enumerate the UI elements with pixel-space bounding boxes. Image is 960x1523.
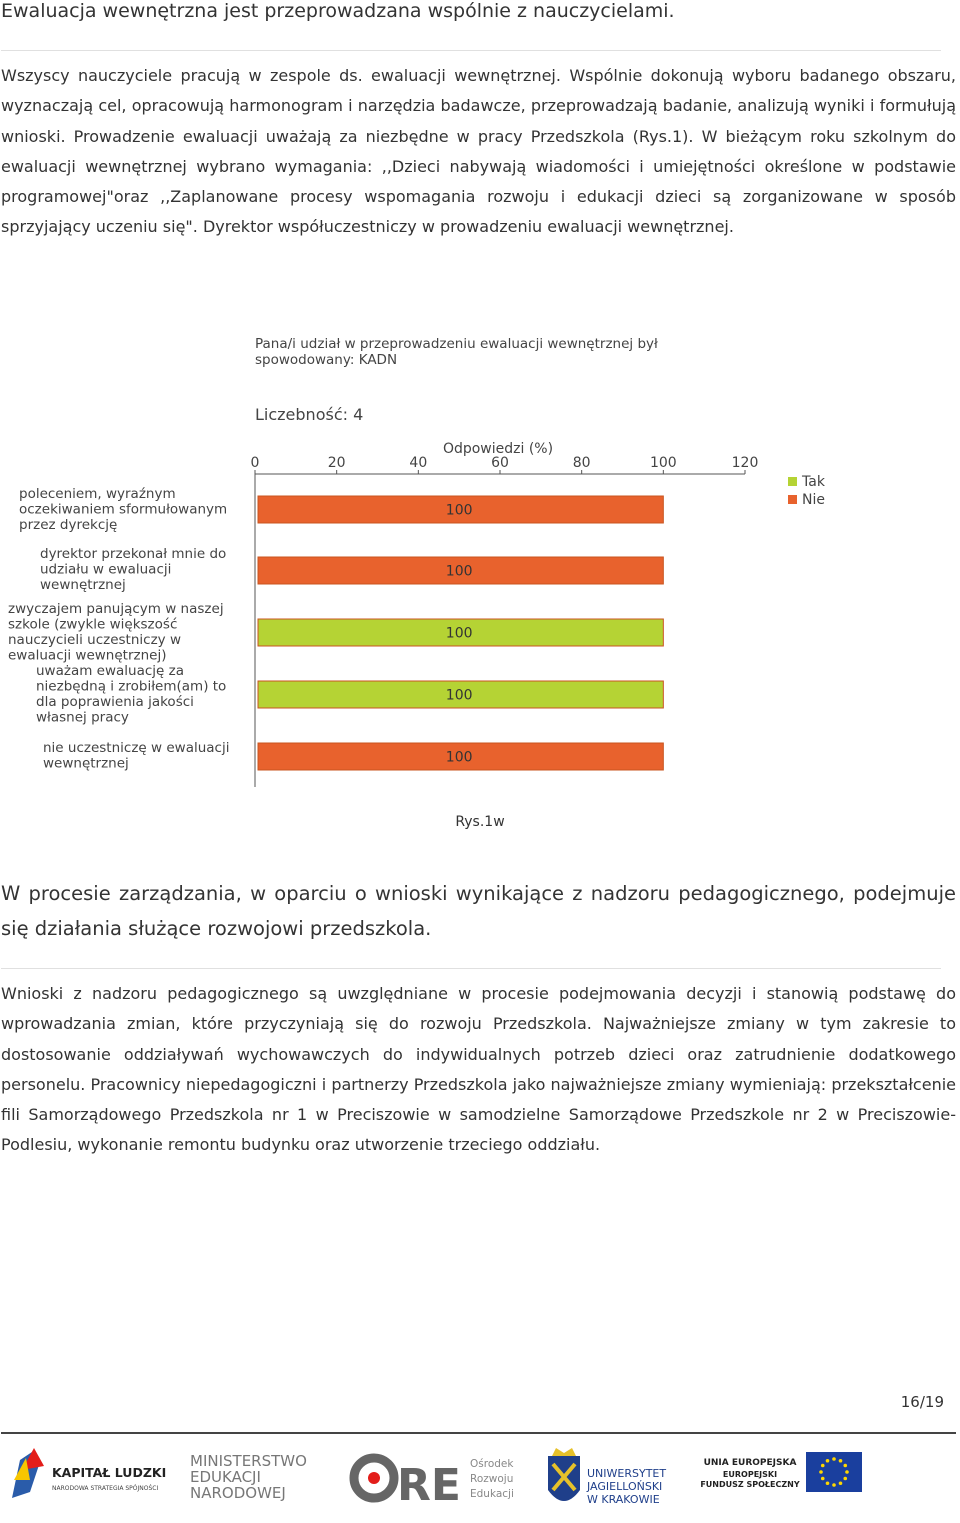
bar-value-label: 100 bbox=[445, 625, 473, 642]
x-tick-label: 40 bbox=[409, 455, 428, 471]
divider bbox=[1, 50, 941, 51]
x-tick-label: 80 bbox=[572, 455, 591, 471]
category-label: nie uczestniczę w ewaluacji wewnętrznej bbox=[43, 740, 230, 772]
page-number: 16/19 bbox=[900, 1393, 944, 1411]
men-logo bbox=[190, 1452, 307, 1502]
eu-star bbox=[826, 1459, 830, 1463]
eu-star bbox=[832, 1483, 836, 1487]
chart-category-labels bbox=[8, 486, 229, 772]
bar-value-label: 100 bbox=[445, 563, 473, 580]
chart-x-axis-label: Odpowiedzi (%) bbox=[442, 441, 554, 457]
category-label: poleceniem, wyraźnym oczekiwaniem sformułowanym przez dyrekcję bbox=[19, 486, 228, 533]
eu-star bbox=[832, 1457, 836, 1461]
footer-divider bbox=[1, 1432, 956, 1434]
chart-bars bbox=[258, 496, 663, 770]
x-tick-label: 120 bbox=[731, 455, 759, 471]
section-heading-management: W procesie zarządzania, w oparciu o wnioski wynikające z nadzoru pedagogicznego, podejmuje się działania służące rozwojowi przedszkola. bbox=[1, 882, 956, 940]
category-label: zwyczajem panującym w naszej szkole (zwykle większość nauczycieli uczestniczy w ewaluacji wewnętrznej) bbox=[8, 601, 224, 664]
figure-caption: Rys.1w bbox=[455, 814, 505, 830]
chart-title-line-1: Pana/i udział w przeprowadzeniu ewaluacji wewnętrznej był bbox=[255, 336, 658, 352]
bar-value-label: 100 bbox=[445, 687, 473, 704]
paragraph-management: Wnioski z nadzoru pedagogicznego są uwzględniane w procesie podejmowania decyzji i stanowią podstawę do wprowadzania zmian, które przyczyniają się do rozwoju Przedszkola. Najważniejsze zmiany w tym zakresie to dostosowanie oddziaływań wychowawczych do indywidualnych potrzeb dzieci oraz zatrudnienie dodatkowego personelu. Pracownicy niepedagogiczni i partnerzy Przedszkola jako najważniejsze zmiany wymieniają: przekształcenie fili Samorządowego Przedszkola nr 1 w Preciszowie w samodzielne Samorządowe Przedszkole nr 2 w Preciszowie-Podlesiu, wykonanie remontu budynku oraz utworzenie trzeciego oddziału. bbox=[1, 984, 956, 1155]
eu-star bbox=[821, 1464, 825, 1468]
eu-line-1: UNIA EUROPEJSKA bbox=[703, 1458, 797, 1468]
ore-line-3: Edukacji bbox=[470, 1488, 514, 1500]
legend-swatch bbox=[788, 477, 797, 486]
eu-star bbox=[826, 1481, 830, 1485]
ore-logo bbox=[354, 1458, 514, 1511]
eu-star bbox=[839, 1481, 843, 1485]
x-tick-label: 60 bbox=[491, 455, 509, 471]
category-label: dyrektor przekonał mnie do udziału w ewaluacji wewnętrznej bbox=[40, 546, 227, 593]
uj-line-1: UNIWERSYTET bbox=[587, 1467, 667, 1480]
chart-legend bbox=[788, 474, 826, 508]
chart-title-line-2: spowodowany: KADN bbox=[255, 352, 398, 368]
eu-line-2: EUROPEJSKI bbox=[722, 1470, 778, 1479]
bar-value-label: 100 bbox=[445, 749, 473, 766]
eu-star bbox=[839, 1459, 843, 1463]
ore-line-2: Rozwoju bbox=[470, 1473, 514, 1485]
legend-label: Nie bbox=[802, 492, 825, 508]
x-tick-label: 20 bbox=[327, 455, 346, 471]
ore-line-1: Ośrodek bbox=[470, 1458, 514, 1470]
legend-swatch bbox=[788, 495, 797, 504]
uj-line-2: JAGIELLOŃSKI bbox=[587, 1480, 663, 1493]
men-line-2: EDUKACJI bbox=[190, 1468, 261, 1486]
divider bbox=[1, 968, 941, 969]
uj-logo bbox=[548, 1448, 666, 1506]
kapital-ludzki-sub: NARODOWA STRATEGIA SPÓJNOŚCI bbox=[52, 1485, 159, 1492]
men-line-3: NARODOWEJ bbox=[190, 1484, 286, 1502]
footer-logos bbox=[0, 1440, 960, 1520]
bar-value-label: 100 bbox=[445, 502, 473, 519]
men-line-1: MINISTERSTWO bbox=[190, 1452, 307, 1470]
paragraph-evaluation: Wszyscy nauczyciele pracują w zespole ds. ewaluacji wewnętrznej. Wspólnie dokonują wyboru badanego obszaru, wyznaczają cel, opracowują harmonogram i narzędzia badawcze, przeprowadzają badanie, analizują wyniki i formułują wnioski. Prowadzenie ewaluacji uważają za niezbędne w pracy Przedszkola (Rys.1). W bieżącym roku szkolnym do ewaluacji wewnętrznej wybrano wymagania: ,,Dzieci nabywają wiadomości i umiejętności określone w podstawie programowej"oraz ,,Zaplanowane procesy wspomagania rozwoju i edukacji dzieci są zorganizowane w sposób sprzyjający uczeniu się". Dyrektor współuczestniczy w prowadzeniu ewaluacji wewnętrznej. bbox=[1, 66, 956, 237]
x-tick-label: 0 bbox=[250, 455, 260, 471]
eu-star bbox=[843, 1477, 847, 1481]
kapital-ludzki-logo bbox=[12, 1448, 166, 1498]
chart-count-label: Liczebność: 4 bbox=[255, 405, 364, 424]
eu-star bbox=[843, 1464, 847, 1468]
kapital-ludzki-name: KAPITAŁ LUDZKI bbox=[52, 1465, 167, 1480]
uj-line-3: W KRAKOWIE bbox=[587, 1493, 660, 1506]
ore-mark: RE bbox=[397, 1460, 461, 1511]
eu-star bbox=[821, 1477, 825, 1481]
eu-star bbox=[819, 1470, 823, 1474]
eu-logo bbox=[700, 1452, 862, 1492]
x-tick-label: 100 bbox=[649, 455, 677, 471]
evaluation-bar-chart bbox=[0, 325, 960, 795]
section-heading-evaluation: Ewaluacja wewnętrzna jest przeprowadzana wspólnie z nauczycielami. bbox=[1, 0, 675, 22]
category-label: uważam ewaluację za niezbędną i zrobiłem(am) to dla poprawienia jakości własnej pracy bbox=[36, 663, 227, 726]
chart-x-ticks bbox=[251, 455, 759, 474]
legend-label: Tak bbox=[802, 474, 825, 490]
eu-star bbox=[845, 1470, 849, 1474]
eu-line-3: FUNDUSZ SPOŁECZNY bbox=[700, 1480, 800, 1489]
